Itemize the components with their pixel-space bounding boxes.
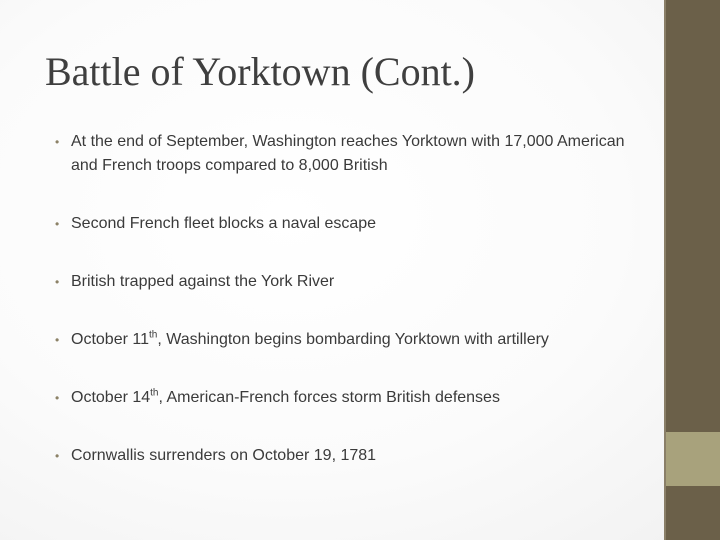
bullet-item-cornwallis-surrenders — [55, 444, 655, 468]
bullet-item-end-of-september — [55, 130, 655, 178]
bullet-text: Cornwallis surrenders on October 19, 1781 — [71, 447, 377, 464]
bullet-item-french-fleet — [55, 212, 655, 236]
bullet-icon: • — [55, 217, 60, 231]
bullet-text-before: October 14 — [71, 389, 151, 406]
bullet-item-october-11 — [55, 328, 655, 352]
bullet-text: At the end of September, Washington reaches Yorktown with 17,000 American and French troops compared to 8,000 British — [71, 133, 625, 174]
bullet-item-october-14 — [55, 386, 655, 410]
bullet-icon: • — [55, 135, 60, 149]
bullet-list — [55, 130, 655, 502]
bullet-icon: • — [55, 333, 60, 347]
bullet-text-before: October 11 — [71, 331, 149, 348]
bullet-text-after: , Washington begins bombarding Yorktown with artillery — [157, 331, 549, 348]
bullet-text-after: , American-French forces storm British defenses — [158, 389, 500, 406]
bullet-text: Second French fleet blocks a naval escape — [71, 215, 377, 232]
bullet-icon: • — [55, 275, 60, 289]
bullet-text: British trapped against the York River — [71, 273, 335, 290]
ordinal-suffix: th — [150, 387, 159, 399]
side-accent-block — [666, 432, 720, 486]
bullet-item-york-river — [55, 270, 655, 294]
bullet-icon: • — [55, 391, 60, 405]
ordinal-suffix: th — [148, 329, 158, 341]
bullet-icon: • — [55, 449, 60, 463]
slide-title: Battle of Yorktown (Cont.) — [45, 49, 475, 94]
